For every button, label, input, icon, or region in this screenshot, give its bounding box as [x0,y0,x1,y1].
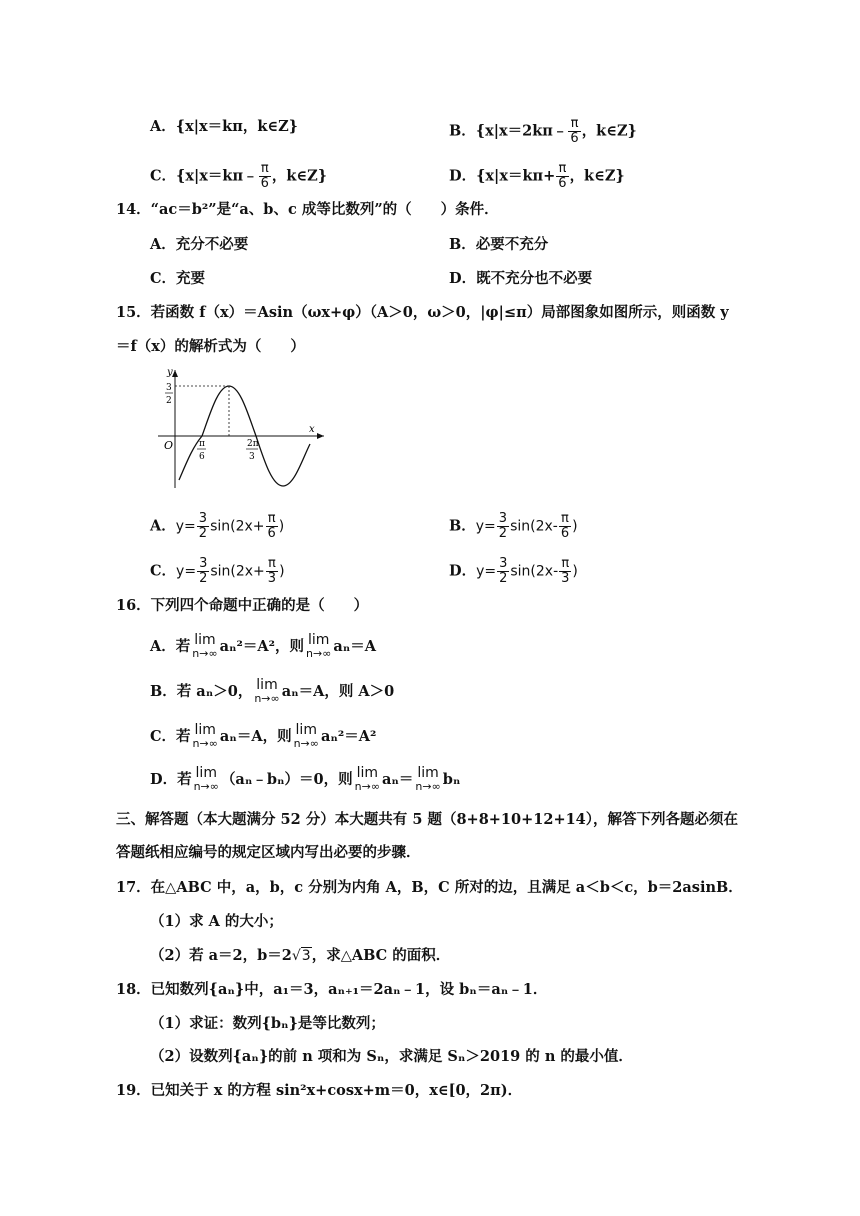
limit-subscript: n→∞ [354,780,380,793]
fraction [266,512,278,541]
option-text: C．若 [150,728,191,745]
limit-symbol [194,767,219,793]
option-label: C． [150,167,177,185]
tick2-num: 2π [247,439,259,449]
option-text: B．若 aₙ＞0， [150,683,253,700]
limit-word: lim [256,677,278,693]
q14-stem: 14．“ac＝b²”是“a、b、c 成等比数列”的（ ）条件． [116,201,499,218]
formula-text: y= [175,518,196,535]
option-label: B． [449,122,476,140]
tick1-den: 6 [199,452,205,462]
question-text: （2）若 a＝2，b＝2 [150,947,292,964]
q14-option-c: C．充要 [150,270,206,287]
option-text: {x|x＝2kπ﹣ [475,122,568,140]
fraction-denominator: 6 [560,526,570,541]
fraction [556,162,568,191]
option-label: D． [449,562,477,580]
q13-option-d [449,162,625,191]
q17-part1: （1）求 A 的大小； [150,913,283,930]
fraction-denominator: 2 [198,526,208,541]
fraction-numerator: 3 [499,556,508,571]
q19-stem: 19．已知关于 x 的方程 sin²x+cosx+m＝0，x∈[0，2π)． [116,1082,523,1099]
q13-option-b [449,117,637,146]
tick1-num: π [199,439,205,449]
limit-symbol [294,724,319,750]
fraction [259,162,271,191]
limit-subscript: n→∞ [193,780,219,793]
limit-subscript: n→∞ [306,647,332,660]
q16-stem: 16．下列四个命题中正确的是（ ） [116,597,369,614]
q17-part2 [150,946,450,966]
formula-text: ) [278,518,285,535]
fraction-numerator: π [556,162,568,177]
formula-text: y= [176,563,197,580]
q15-option-b [449,512,578,541]
option-text: aₙ＝A，则 [219,728,292,745]
x-axis-label: x [309,424,315,435]
limit-subscript: n→∞ [415,780,441,793]
x-axis-arrow [317,433,324,439]
option-text: aₙ＝ [381,771,414,788]
sine-graph [152,364,332,494]
limit-word: lim [194,632,216,648]
formula-text: sin(2x+ [210,518,265,535]
formula-text: sin(2x+ [210,563,265,580]
limit-subscript: n→∞ [254,692,280,705]
section3-heading-line1: 三、解答题（本大题满分 52 分）本大题共有 5 题（8+8+10+12+14），解答下列各题必须在 [116,811,739,828]
q13-option-c [150,162,327,191]
sqrt-sign: √ [291,948,301,964]
q15-option-a [150,512,284,541]
peak-label-num: 3 [166,383,172,393]
limit-symbol [355,767,380,793]
fraction-numerator: π [568,117,580,132]
q14-option-d: D．既不充分也不必要 [449,270,593,287]
limit-symbol [192,634,217,660]
limit-word: lim [417,765,439,781]
formula-text: ) [279,563,285,580]
fraction-numerator: π [266,557,278,572]
y-axis-arrow [172,370,178,377]
limit-subscript: n→∞ [293,737,319,750]
option-text: （aₙ﹣bₙ）＝0，则 [220,771,353,788]
fraction-numerator: π [559,557,571,572]
fraction-numerator: 3 [198,511,208,526]
q16-option-b [150,679,394,705]
limit-symbol [254,679,279,705]
q14-option-b: B．必要不充分 [449,236,549,253]
fraction [568,117,580,146]
option-label: D． [449,167,477,185]
option-label: A． [150,118,176,135]
section3-heading-line2: 答题纸相应编号的规定区域内写出必要的步骤． [116,844,421,861]
tick2-den: 3 [249,452,255,462]
fraction-denominator: 6 [558,176,567,191]
q15-stem-line1: 15．若函数 f（x）＝Asin（ωx+φ）（A＞0，ω＞0，|φ|≤π）局部图象如图所示，则函数 y [116,304,729,321]
limit-subscript: n→∞ [192,647,218,660]
option-label: C． [150,562,177,580]
limit-symbol [306,634,331,660]
q18-part2: （2）设数列{aₙ}的前 n 项和为 Sₙ，求满足 Sₙ＞2019 的 n 的最小值． [150,1048,633,1065]
fraction [497,512,509,541]
q18-stem: 18．已知数列{aₙ}中，a₁＝3，aₙ₊₁＝2aₙ﹣1，设 bₙ＝aₙ﹣1． [116,981,548,998]
fraction [266,557,278,586]
fraction [197,512,209,541]
option-text: aₙ＝A，则 A＞0 [281,683,395,700]
fraction-denominator: 2 [199,571,208,586]
option-text: {x|x＝kπ，k∈Z} [175,118,299,135]
option-label: A． [150,517,176,535]
sqrt-radicand: 3 [301,948,311,964]
q15-option-c [150,557,285,586]
fraction-numerator: 3 [498,511,508,526]
formula-text: ) [572,518,578,535]
question-text: ，求△ABC 的面积． [311,947,451,964]
fraction-denominator: 2 [499,571,508,586]
option-text: {x|x＝kπ+ [476,167,556,185]
option-text: ，k∈Z} [581,122,637,140]
option-text: ，k∈Z} [271,167,328,185]
fraction-denominator: 6 [260,176,269,191]
q18-part1: （1）求证：数列{bₙ}是等比数列； [150,1015,385,1032]
fraction-denominator: 3 [561,571,570,586]
option-label: B． [449,517,476,535]
fraction [559,557,571,586]
limit-word: lim [356,765,379,781]
q15-stem-line2: ＝f（x）的解析式为（ ） [116,338,305,355]
option-text: {x|x＝kπ﹣ [176,167,258,185]
option-text: D．若 [150,771,192,788]
peak-label-den: 2 [166,396,172,406]
option-text: A．若 [150,638,191,655]
fraction-numerator: π [559,512,571,527]
q13-option-a [150,117,298,137]
origin-label: O [164,439,174,452]
formula-text: ) [572,563,578,580]
formula-text: y= [475,518,496,535]
formula-text: sin(2x- [510,518,558,535]
limit-word: lim [194,722,216,738]
limit-symbol [415,767,440,793]
limit-subscript: n→∞ [192,737,218,750]
option-text: aₙ＝A [333,638,377,655]
fraction-denominator: 2 [498,526,508,541]
option-text: aₙ²＝A² [320,728,377,745]
q17-stem: 17．在△ABC 中，a，b，c 分别为内角 A，B，C 所对的边，且满足 a＜b＜c，b＝2asinB． [116,879,743,896]
limit-word: lim [307,632,330,648]
formula-text: sin(2x- [510,563,559,580]
fraction-numerator: π [266,512,278,527]
fraction [197,557,209,586]
fraction [497,557,509,586]
formula-text: y= [476,563,497,580]
fraction-denominator: 6 [267,526,276,541]
limit-word: lim [195,765,217,781]
limit-word: lim [295,722,317,738]
fraction-denominator: 3 [267,571,277,586]
option-text: aₙ²＝A²，则 [219,638,304,655]
y-axis-label: y [167,367,173,378]
q16-option-a [150,634,376,660]
fraction-denominator: 6 [570,131,579,146]
fraction [559,512,571,541]
q16-option-c [150,724,376,750]
fraction-numerator: 3 [199,556,208,571]
option-text: ，k∈Z} [569,167,625,185]
sine-graph-figure [152,364,332,494]
option-text: bₙ [442,771,461,788]
limit-symbol [193,724,218,750]
q14-option-a: A．充分不必要 [150,236,249,253]
q15-option-d [449,557,578,586]
fraction-numerator: π [259,162,271,177]
q16-option-d [150,767,460,793]
